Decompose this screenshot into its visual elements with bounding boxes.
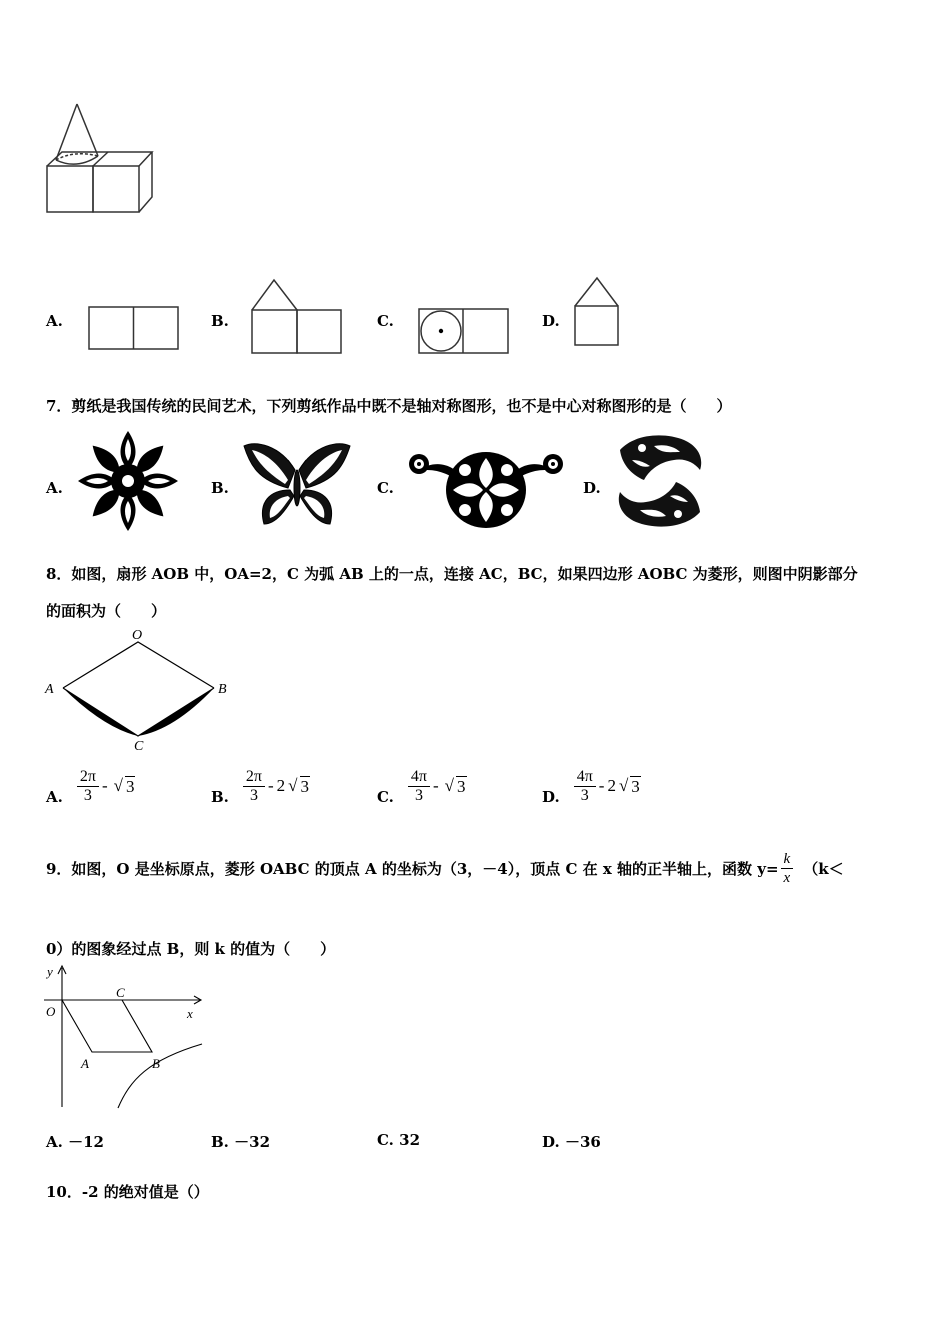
q6-option-a-view[interactable] [88, 306, 180, 352]
q9-label-y: y [47, 964, 53, 979]
q8-option-b-coefficient: 2 [276, 776, 286, 795]
q9-option-d-value: －36 [564, 1133, 601, 1151]
q9-stem-line2: 0）的图象经过点 B，则 k 的值为（ ） [46, 940, 336, 958]
q8-option-a-numerator: 2π [77, 768, 99, 787]
q8-option-c-operator: - [432, 776, 439, 795]
q8-option-d-denominator: 3 [580, 786, 589, 804]
q9-coordinate-figure [44, 962, 206, 1112]
q6-option-b-label[interactable]: B. [211, 312, 229, 330]
q7-option-a-papercut-flower[interactable] [76, 429, 180, 533]
q7-option-c-papercut-pattern[interactable] [405, 440, 567, 534]
q8-option-a-radicand: 3 [125, 776, 135, 796]
q7-option-a-label[interactable]: A. [46, 479, 63, 497]
q9-option-c-value: 32 [399, 1131, 421, 1149]
q8-label-o: O [132, 628, 143, 643]
q9-frac-num: k [781, 850, 794, 869]
q6-option-c-label[interactable]: C. [377, 312, 394, 330]
q7-stem: 7．剪纸是我国传统的民间艺术，下列剪纸作品中既不是轴对称图形，也不是中心对称图形的是（ ） [46, 397, 732, 415]
q9-label-c: C [116, 985, 125, 1000]
q7-option-c-label[interactable]: C. [377, 479, 394, 497]
q9-option-d[interactable] [542, 1131, 601, 1152]
q8-option-c-numerator: 4π [408, 768, 430, 787]
q8-option-a-label: A. [46, 788, 63, 806]
q8-option-d-operator: - [598, 776, 605, 795]
q6-option-c-view[interactable] [418, 308, 510, 355]
q6-option-b-view[interactable] [250, 276, 343, 356]
q9-stem-line1 [46, 850, 844, 887]
q9-option-d-label: D. [542, 1133, 560, 1151]
q8-stem-line1: 8．如图，扇形 AOB 中，OA=2，C 为弧 AB 上的一点，连接 AC，BC，如果四边形 AOBC 为菱形，则图中阴影部分 [46, 565, 858, 583]
q8-option-d-numerator: 4π [574, 768, 596, 787]
q8-option-b-denominator: 3 [249, 786, 258, 804]
q8-option-b-label: B. [211, 788, 229, 806]
q9-label-a: A [81, 1056, 89, 1071]
q6-option-d-label[interactable]: D. [542, 312, 560, 330]
q8-sector-figure [44, 626, 232, 752]
q7-option-d-label[interactable]: D. [583, 479, 601, 497]
q8-option-a-denominator: 3 [83, 786, 92, 804]
q8-label-a: A [45, 682, 54, 697]
q9-option-b-value: －32 [234, 1133, 271, 1151]
q9-option-c[interactable] [377, 1131, 420, 1149]
q9-label-x: x [187, 1006, 193, 1021]
q7-option-b-label[interactable]: B. [211, 479, 229, 497]
q9-k-over-x [781, 850, 794, 887]
q9-stem-part2: （k＜ [803, 860, 844, 878]
q8-option-c-label: C. [377, 788, 394, 806]
q9-label-o: O [46, 1004, 56, 1019]
q8-option-b[interactable]: B. $\frac{2\pi}{3}$ - 2 √ 3 [211, 767, 309, 806]
q9-option-a-label: A. [46, 1133, 63, 1151]
q6-option-d-view[interactable] [573, 276, 623, 348]
q9-stem-part1: 9．如图，O 是坐标原点，菱形 OABC 的顶点 A 的坐标为（3，－4），顶点 C 在 x 轴的正半轴上，函数 y= [46, 860, 779, 878]
q9-frac-den: x [783, 870, 791, 886]
q8-option-b-radicand: 3 [300, 776, 309, 796]
q8-option-b-operator: - [267, 776, 274, 795]
q8-option-c-radicand: 3 [457, 776, 466, 796]
q7-option-d-papercut-fish[interactable] [614, 430, 706, 532]
q8-stem-line2: 的面积为（ ） [46, 602, 167, 620]
q9-label-b: B [152, 1056, 160, 1071]
q6-option-a-label[interactable]: A. [46, 312, 63, 330]
q9-option-b[interactable] [211, 1131, 270, 1152]
q8-option-c-denominator: 3 [414, 786, 423, 804]
q9-option-b-label: B. [211, 1133, 229, 1151]
q9-option-c-label: C. [377, 1131, 394, 1149]
q8-option-d-label: D. [542, 788, 560, 806]
q8-option-b-numerator: 2π [243, 768, 265, 787]
q8-option-a[interactable]: A. $\frac{2\pi}{3}$ - √ 3 [46, 767, 135, 806]
q6-solid-figure [44, 100, 159, 220]
q9-option-a[interactable] [46, 1131, 104, 1152]
q9-option-a-value: －12 [68, 1133, 104, 1151]
q8-option-d[interactable]: D. $\frac{4\pi}{3}$ - 2 √ 3 [542, 767, 640, 806]
q7-option-b-papercut-butterfly[interactable] [240, 440, 354, 532]
q10-stem: 10．-2 的绝对值是（） [46, 1183, 209, 1201]
q8-option-c[interactable]: C. $\frac{4\pi}{3}$ - √ 3 [377, 767, 466, 806]
q8-option-a-operator: - [101, 776, 108, 795]
q8-option-d-coefficient: 2 [607, 776, 616, 795]
q8-label-c: C [134, 739, 144, 754]
q8-label-b: B [218, 682, 227, 697]
q8-option-d-radicand: 3 [631, 776, 640, 796]
